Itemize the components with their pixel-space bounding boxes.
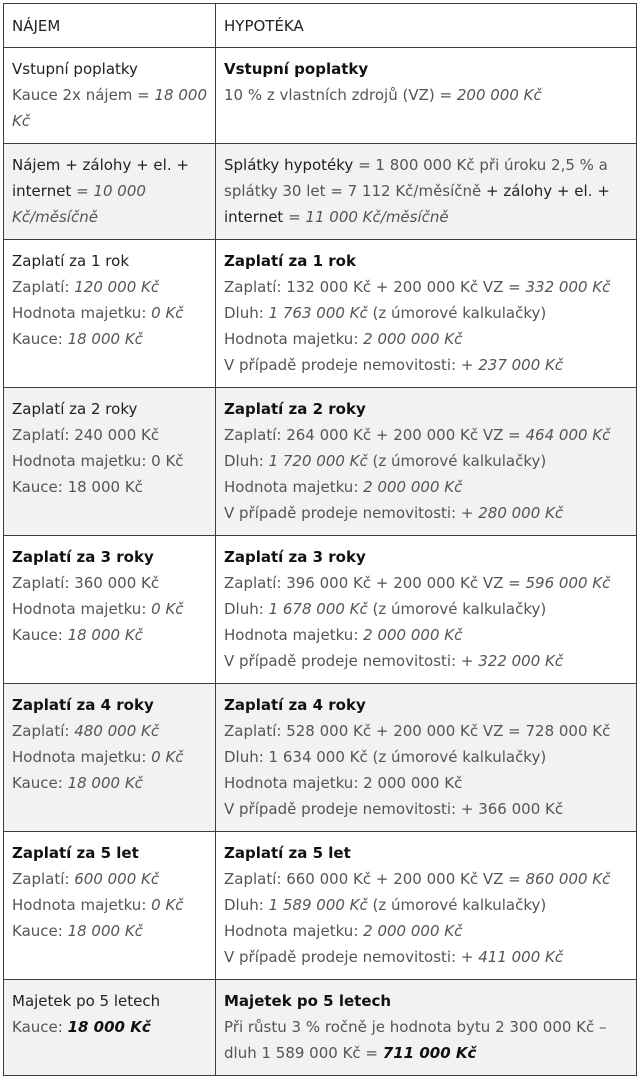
text-segment: Hodnota majetku: 2 000 000 Kč: [224, 774, 463, 792]
rent-cell: [4, 240, 216, 388]
text-segment: Zaplatí: 360 000 Kč: [12, 574, 160, 592]
text-segment: Zaplatí: 660 000 Kč + 200 000 Kč VZ =: [224, 870, 526, 888]
cell-line: [12, 422, 207, 448]
text-segment: Zaplatí:: [12, 722, 75, 740]
text-segment: 1 720 000 Kč: [268, 452, 368, 470]
cell-line: [224, 622, 628, 648]
cell-line: [12, 622, 207, 648]
text-segment: Zaplatí za 2 roky: [12, 400, 138, 418]
text-segment: Zaplatí za 1 rok: [12, 252, 130, 270]
text-segment: 596 000 Kč: [525, 574, 611, 592]
text-segment: Zaplatí: 528 000 Kč + 200 000 Kč VZ = 728 000 Kč: [224, 722, 611, 740]
text-segment: 1 589 000 Kč: [268, 896, 368, 914]
cell-line: [224, 474, 628, 500]
text-segment: 10 % z vlastních zdrojů (VZ) =: [224, 86, 457, 104]
cell-line: [224, 648, 628, 674]
text-segment: Zaplatí za 2 roky: [224, 400, 366, 418]
cell-line: [224, 274, 628, 300]
rent-cell: [4, 684, 216, 832]
text-segment: Kauce:: [12, 1018, 68, 1036]
mortgage-cell: [216, 980, 637, 1076]
text-segment: Kauce:: [12, 626, 68, 644]
text-segment: Dluh: 1 634 000 Kč (z úmorové kalkulačky): [224, 748, 547, 766]
cell-line: [12, 918, 207, 944]
table-row: [4, 832, 637, 980]
text-segment: Majetek po 5 letech: [224, 992, 392, 1010]
text-segment: Zaplatí:: [12, 278, 75, 296]
text-segment: Hodnota majetku:: [224, 922, 364, 940]
cell-line: [224, 744, 628, 770]
table-row: [4, 980, 637, 1076]
text-segment: 711 000 Kč: [382, 1044, 477, 1062]
text-segment: Dluh:: [224, 600, 269, 618]
mortgage-cell: [216, 684, 637, 832]
text-segment: Zaplatí: 132 000 Kč + 200 000 Kč VZ =: [224, 278, 526, 296]
cell-line: [12, 840, 207, 866]
header-row: [4, 4, 637, 48]
rent-cell: [4, 980, 216, 1076]
rent-cell: [4, 48, 216, 144]
cell-line: [12, 396, 207, 422]
text-segment: 1 763 000 Kč: [268, 304, 368, 322]
cell-line: [224, 840, 628, 866]
text-segment: Hodnota majetku: 0 Kč: [12, 452, 184, 470]
text-segment: Hodnota majetku:: [12, 896, 152, 914]
text-segment: Vstupní poplatky: [224, 60, 369, 78]
cell-line: [224, 1014, 628, 1066]
text-segment: + 411 000 Kč: [460, 948, 564, 966]
cell-line: [224, 82, 628, 108]
table-row: [4, 144, 637, 240]
text-segment: (z úmorové kalkulačky): [367, 304, 547, 322]
cell-line: [12, 770, 207, 796]
text-segment: Hodnota majetku:: [224, 626, 364, 644]
cell-line: [224, 326, 628, 352]
cell-line: [12, 82, 207, 134]
text-segment: 464 000 Kč: [525, 426, 611, 444]
cell-line: [12, 474, 207, 500]
text-segment: Splátky hypotéky: [224, 156, 354, 174]
text-segment: Vstupní poplatky: [12, 60, 138, 78]
cell-line: [12, 570, 207, 596]
text-segment: Majetek po 5 letech: [12, 992, 161, 1010]
text-segment: Dluh:: [224, 304, 269, 322]
mortgage-cell: [216, 240, 637, 388]
text-segment: 11 000 Kč/měsíčně: [305, 208, 449, 226]
cell-line: [224, 918, 628, 944]
text-segment: Zaplatí: 264 000 Kč + 200 000 Kč VZ =: [224, 426, 526, 444]
text-segment: Zaplatí za 4 roky: [224, 696, 366, 714]
cell-line: [12, 152, 207, 230]
text-segment: (z úmorové kalkulačky): [367, 600, 547, 618]
text-segment: V případě prodeje nemovitosti:: [224, 652, 461, 670]
text-segment: + 237 000 Kč: [460, 356, 564, 374]
text-segment: (z úmorové kalkulačky): [367, 896, 547, 914]
cell-line: [224, 988, 628, 1014]
table-header: [4, 4, 637, 48]
text-segment: Hodnota majetku:: [12, 600, 152, 618]
text-segment: Kauce: 18 000 Kč: [12, 478, 143, 496]
table-body: [4, 48, 637, 1076]
rent-cell: [4, 536, 216, 684]
cell-line: [12, 326, 207, 352]
cell-line: [12, 596, 207, 622]
text-segment: + zálohy + el. + internet: [224, 182, 610, 226]
text-segment: 120 000 Kč: [74, 278, 160, 296]
table-row: [4, 684, 637, 832]
header-mortgage: HYPOTÉKA: [216, 4, 637, 48]
text-segment: Zaplatí za 5 let: [224, 844, 351, 862]
cell-line: [224, 570, 628, 596]
text-segment: 2 000 000 Kč: [363, 626, 463, 644]
text-segment: + 280 000 Kč: [460, 504, 564, 522]
cell-line: [224, 892, 628, 918]
text-segment: 18 000 Kč: [67, 1018, 151, 1036]
text-segment: Zaplatí za 5 let: [12, 844, 139, 862]
cell-line: [224, 692, 628, 718]
text-segment: Zaplatí za 4 roky: [12, 696, 154, 714]
cell-line: [12, 692, 207, 718]
cell-line: [224, 248, 628, 274]
text-segment: V případě prodeje nemovitosti:: [224, 948, 461, 966]
text-segment: 860 000 Kč: [525, 870, 611, 888]
text-segment: 18 000 Kč: [67, 922, 143, 940]
text-segment: = 1 800 000 Kč při úroku 2,5 % a splátky 30 let = 7 112 Kč/měsíčně: [224, 156, 608, 200]
text-segment: Kauce 2x nájem =: [12, 86, 155, 104]
text-segment: Zaplatí za 1 rok: [224, 252, 356, 270]
text-segment: Zaplatí: 240 000 Kč: [12, 426, 160, 444]
text-segment: 2 000 000 Kč: [363, 330, 463, 348]
cell-line: [12, 56, 207, 82]
cell-line: [224, 56, 628, 82]
text-segment: Zaplatí za 3 roky: [12, 548, 154, 566]
text-segment: Kauce:: [12, 922, 68, 940]
cell-line: [224, 448, 628, 474]
cell-line: [12, 988, 207, 1014]
rent-cell: [4, 832, 216, 980]
text-segment: 332 000 Kč: [525, 278, 611, 296]
text-segment: Nájem + zálohy + el. + internet: [12, 156, 189, 200]
mortgage-cell: [216, 48, 637, 144]
text-segment: Zaplatí za 3 roky: [224, 548, 366, 566]
table-row: [4, 536, 637, 684]
cell-line: [224, 718, 628, 744]
header-rent: NÁJEM: [4, 4, 216, 48]
text-segment: 2 000 000 Kč: [363, 478, 463, 496]
text-segment: V případě prodeje nemovitosti:: [224, 504, 461, 522]
text-segment: 18 000 Kč: [67, 774, 143, 792]
text-segment: Při růstu 3 % ročně je hodnota bytu 2 300 000 Kč – dluh 1 589 000 Kč =: [224, 1018, 607, 1062]
text-segment: 0 Kč: [151, 600, 184, 618]
text-segment: 200 000 Kč: [456, 86, 542, 104]
text-segment: 0 Kč: [151, 304, 184, 322]
table-row: [4, 48, 637, 144]
cell-line: [224, 596, 628, 622]
mortgage-cell: [216, 832, 637, 980]
text-segment: Hodnota majetku:: [224, 478, 364, 496]
text-segment: =: [71, 182, 94, 200]
cell-line: [224, 396, 628, 422]
mortgage-cell: [216, 388, 637, 536]
table-row: [4, 240, 637, 388]
cell-line: [224, 352, 628, 378]
cell-line: [224, 944, 628, 970]
text-segment: =: [283, 208, 306, 226]
text-segment: (z úmorové kalkulačky): [367, 452, 547, 470]
rent-cell: [4, 388, 216, 536]
cell-line: [12, 744, 207, 770]
rent-cell: [4, 144, 216, 240]
cell-line: [12, 448, 207, 474]
text-segment: 18 000 Kč: [12, 86, 208, 130]
text-segment: 18 000 Kč: [67, 626, 143, 644]
cell-line: [12, 274, 207, 300]
text-segment: 600 000 Kč: [74, 870, 160, 888]
text-segment: Dluh:: [224, 452, 269, 470]
cell-line: [224, 500, 628, 526]
cell-line: [12, 866, 207, 892]
cell-line: [224, 866, 628, 892]
text-segment: Zaplatí: 396 000 Kč + 200 000 Kč VZ =: [224, 574, 526, 592]
text-segment: V případě prodeje nemovitosti: + 366 000 Kč: [224, 800, 564, 818]
cell-line: [12, 892, 207, 918]
text-segment: Hodnota majetku:: [12, 748, 152, 766]
cell-line: [12, 718, 207, 744]
text-segment: 1 678 000 Kč: [268, 600, 368, 618]
text-segment: V případě prodeje nemovitosti:: [224, 356, 461, 374]
cell-line: [224, 300, 628, 326]
text-segment: 0 Kč: [151, 896, 184, 914]
mortgage-cell: [216, 144, 637, 240]
text-segment: Hodnota majetku:: [12, 304, 152, 322]
table-row: [4, 388, 637, 536]
cell-line: [224, 770, 628, 796]
mortgage-cell: [216, 536, 637, 684]
cell-line: [224, 796, 628, 822]
comparison-table: [3, 3, 637, 1076]
cell-line: [12, 544, 207, 570]
text-segment: 0 Kč: [151, 748, 184, 766]
text-segment: Dluh:: [224, 896, 269, 914]
text-segment: Zaplatí:: [12, 870, 75, 888]
text-segment: Kauce:: [12, 774, 68, 792]
text-segment: 480 000 Kč: [74, 722, 160, 740]
cell-line: [224, 152, 628, 230]
cell-line: [12, 1014, 207, 1040]
text-segment: Hodnota majetku:: [224, 330, 364, 348]
text-segment: 18 000 Kč: [67, 330, 143, 348]
text-segment: + 322 000 Kč: [460, 652, 564, 670]
cell-line: [224, 544, 628, 570]
cell-line: [224, 422, 628, 448]
text-segment: Kauce:: [12, 330, 68, 348]
cell-line: [12, 248, 207, 274]
text-segment: 2 000 000 Kč: [363, 922, 463, 940]
cell-line: [12, 300, 207, 326]
text-segment: 10 000 Kč/měsíčně: [12, 182, 146, 226]
